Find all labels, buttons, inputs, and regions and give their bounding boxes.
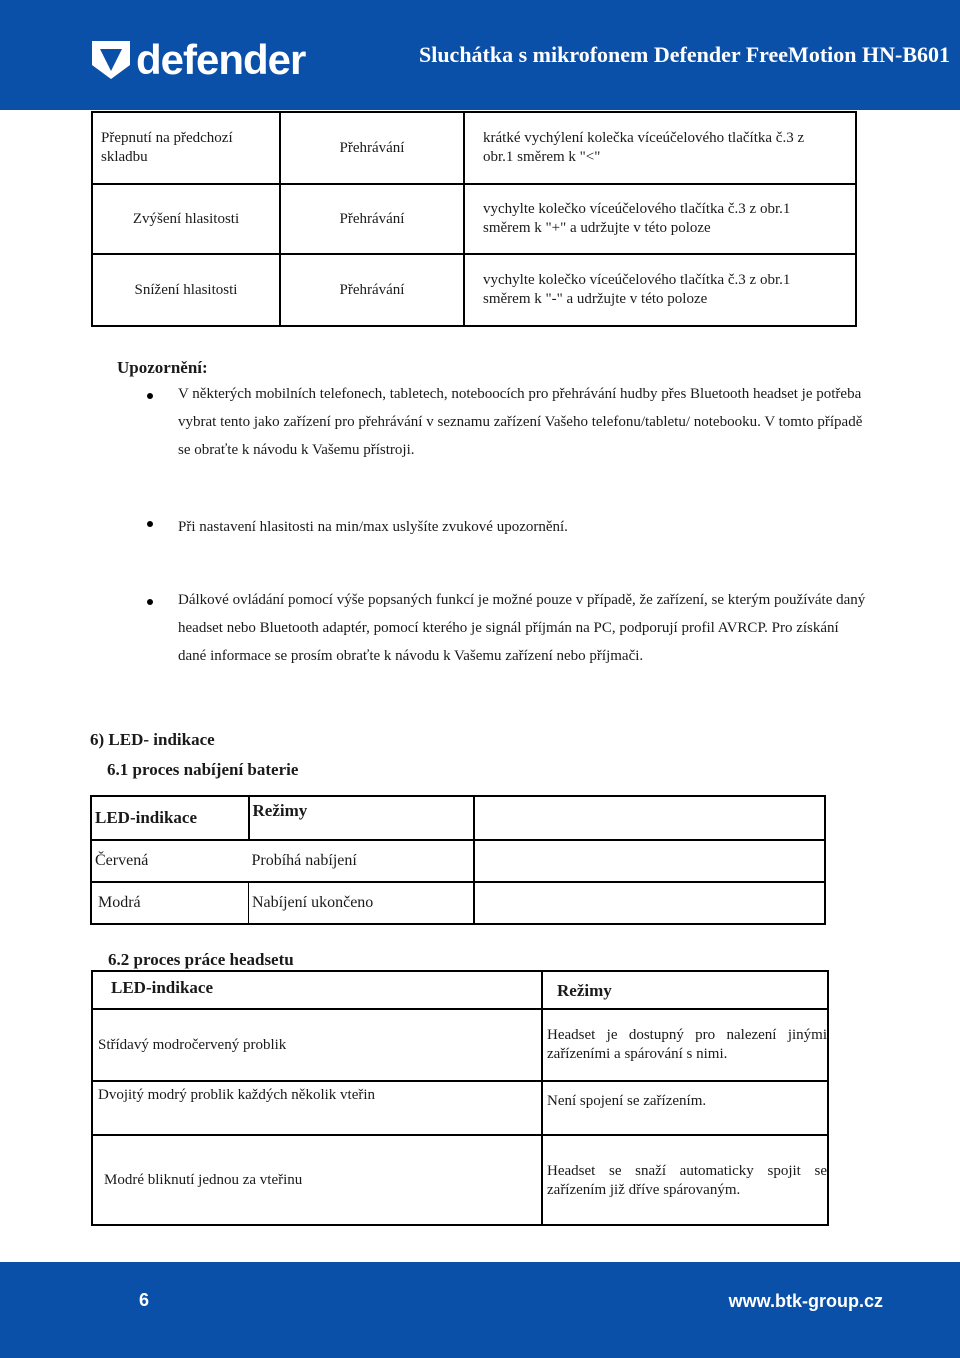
header-mode: Režimy: [249, 796, 474, 840]
mode-cell: Headset se snaží automaticky spojit se zařízením již dříve spárovaným.: [542, 1135, 828, 1225]
mode-cell: Headset je dostupný pro nalezení jinými zařízeními a spárování s nimi.: [542, 1009, 828, 1081]
action-cell: Přepnutí na předchozí skladbu: [92, 112, 280, 184]
brand-logo: [92, 36, 306, 83]
section-title: 6) LED- indikace: [90, 730, 215, 749]
headset-led-table: [91, 970, 829, 1226]
led-cell: Modrá: [91, 882, 249, 924]
table-row: [92, 254, 856, 326]
charging-led-table: [90, 795, 826, 925]
website-link[interactable]: www.btk-group.cz: [728, 1291, 883, 1311]
led-cell: Modré bliknutí jednou za vteřinu: [92, 1135, 542, 1225]
header-led: LED-indikace: [91, 796, 249, 840]
table-header-row: [91, 796, 825, 840]
mode-cell: Není spojení se zařízením.: [542, 1081, 828, 1135]
mode-cell: Přehrávání: [280, 112, 464, 184]
header-led: LED-indikace: [92, 971, 542, 1009]
led-cell: Červená: [91, 840, 249, 882]
brand-name: defender: [136, 36, 306, 83]
page-number: 6: [139, 1290, 150, 1310]
notice-bullet: V některých mobilních telefonech, tabletech, noteboocích pro přehrávání hudby přes Bluetooth headset je potřeba vybrat tento jako zařízení pro přehrávání v seznamu zařízení Vašeho telefonu/tabletu/ notebooku. V tomto případě se obraťte k návodu k Vašemu přístroji.: [178, 386, 863, 458]
bullet-dot: [147, 521, 153, 527]
subsection-title: 6.2 proces práce headsetu: [108, 950, 294, 969]
empty-cell: [474, 882, 826, 924]
notice-bullet: Při nastavení hlasitosti na min/max uslyšíte zvukové upozornění.: [178, 519, 568, 535]
table-row: [91, 840, 825, 882]
defender-shield-icon: [92, 41, 130, 79]
led-cell: Dvojitý modrý problik každých několik vteřin: [92, 1081, 542, 1135]
bullet-dot: [147, 599, 153, 605]
empty-cell: [474, 840, 826, 882]
mode-cell: Přehrávání: [280, 184, 464, 254]
mode-cell: Probíhá nabíjení: [249, 840, 474, 882]
description-cell: vychylte kolečko víceúčelového tlačítka č.3 z obr.1 směrem k "-" a udržujte v této poloze: [464, 254, 856, 326]
table-row: [92, 112, 856, 184]
subsection-title: 6.1 proces nabíjení baterie: [107, 760, 299, 779]
bullet-dot: [147, 393, 153, 399]
led-cell: Střídavý modročervený problik: [92, 1009, 542, 1081]
page-header: [0, 0, 960, 110]
controls-table: [91, 111, 857, 327]
notice-bullet: Dálkové ovládání pomocí výše popsaných funkcí je možné pouze v případě, že zařízení, se kterým používáte daný headset nebo Bluetooth adaptér, pomocí kterého je signál příjmán na PC, podporují profil AVRCP. Pro získání dané informace se prosím obraťte k návodu k Vašemu zařízení nebo příjmači.: [178, 592, 866, 664]
mode-cell: Přehrávání: [280, 254, 464, 326]
table-row: [92, 1009, 828, 1081]
notice-title: Upozornění:: [117, 358, 208, 377]
mode-cell: Nabíjení ukončeno: [249, 882, 474, 924]
header-mode: Režimy: [542, 971, 828, 1009]
action-cell: Zvýšení hlasitosti: [92, 184, 280, 254]
table-row: [92, 184, 856, 254]
product-title: Sluchátka s mikrofonem Defender FreeMotion HN-B601: [418, 42, 950, 67]
table-row: [92, 1081, 828, 1135]
table-row: [91, 882, 825, 924]
table-header-row: [92, 971, 828, 1009]
empty-cell: [474, 796, 826, 840]
description-cell: vychylte kolečko víceúčelového tlačítka č.3 z obr.1 směrem k "+" a udržujte v této poloze: [464, 184, 856, 254]
table-row: [92, 1135, 828, 1225]
action-cell: Snížení hlasitosti: [92, 254, 280, 326]
description-cell: krátké vychýlení kolečka víceúčelového tlačítka č.3 z obr.1 směrem k "<": [464, 112, 856, 184]
